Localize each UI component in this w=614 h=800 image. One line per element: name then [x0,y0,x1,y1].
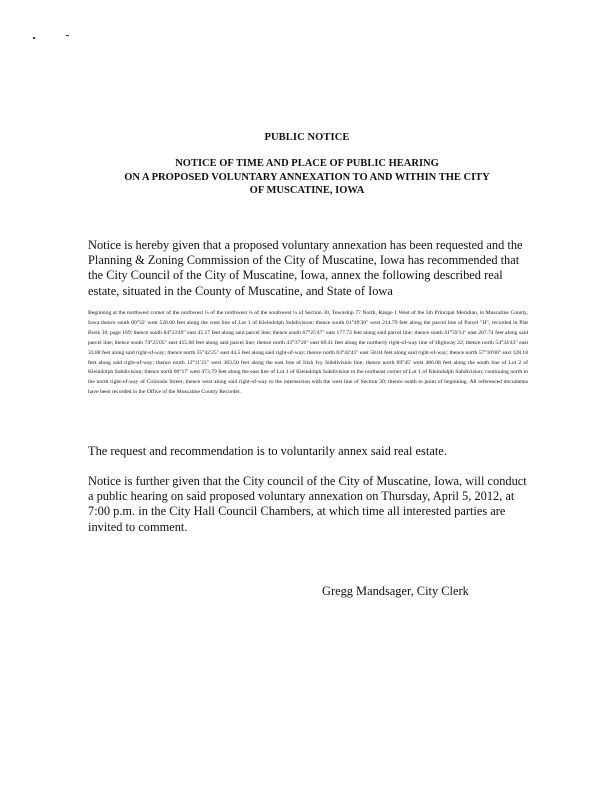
heading-line-3: OF MUSCATINE, IOWA [249,185,365,196]
heading-line-1: NOTICE OF TIME AND PLACE OF PUBLIC HEARING [175,158,439,169]
scan-speck [66,35,69,36]
notice-title: PUBLIC NOTICE [264,132,350,143]
request-paragraph: The request and recommendation is to voluntarily annex said real estate. [88,444,447,458]
scan-speck [33,37,35,39]
city-clerk-signature: Gregg Mandsager, City Clerk [322,584,469,598]
notice-heading [0,157,614,198]
legal-description: Beginning at the northwest corner of the northwest ¼ of the northwest ¼ of the southwest ¼ of Section 30, Township 77 North, Range 1 West of the 5th Principal Meridian, in Muscatine County, Iowa thence south 00°32' west 520.00 feet along the west line of Lot 1 of Kleindolph Subdivision; thence south 01°49'30" west 214.79 feet along the parcel line of Parcel "H", recorded in Plat Book 30, page 169; thence south 84°33'49" east 45.17 feet along said parcel line; thence south 67°25'47" east 177.73 feet along said parcel line; thence south 41°59'13" east 207.74 feet along said parcel line; thence south 74°25'05" east 415.68 feet along said parcel line; thence north 43°37'20" east 68.41 feet along the northerly right-of-way line of Highway 22; thence north 54°34'43" east 33.88 feet along said right-of-way; thence north 55°42'25" east 44.5 feet along said right-of-way; thence north 83°42'41" east 58.04 feet along said right-of-way; thence north 57°10'00" east 128.18 feet along said right-of-way; thence north 12°11'23" west 383.50 feet along the east line of Irish Ivy Subdivision line; thence north 89°45' west 486.08 feet along the south line of Lot 2 of Kleindolph Subdivision; thence north 00°17' west 473.79 feet along the east line of Lot 1 of Kleindolph Subdivision to the northeast corner of Lot 1 of Kleindolph Subdivision; continuing north to the north right-of-way of Colorado Street; thence west along said right-of-way to the intersection with the west line of Section 30; thence south to point of beginning. All referenced documents have been recorded in the Office of the Muscatine County Recorder. [88,310,528,396]
intro-paragraph: Notice is hereby given that a proposed voluntary annexation has been requested and the Planning & Zoning Commission of the City of Muscatine, Iowa has recommended that the City Council of the City of Muscatine, Iowa, annex the following described real estate, situated in the County of Muscatine, and State of Iowa [88,238,523,298]
heading-line-2: ON A PROPOSED VOLUNTARY ANNEXATION TO AND WITHIN THE CITY [124,171,490,183]
hearing-paragraph: Notice is further given that the City council of the City of Muscatine, Iowa, will conduct a public hearing on said proposed voluntary annexation on Thursday, April 5, 2012, at 7:00 p.m. in the City Hall Council Chambers, at which time all interested parties are invited to comment. [88,474,527,534]
